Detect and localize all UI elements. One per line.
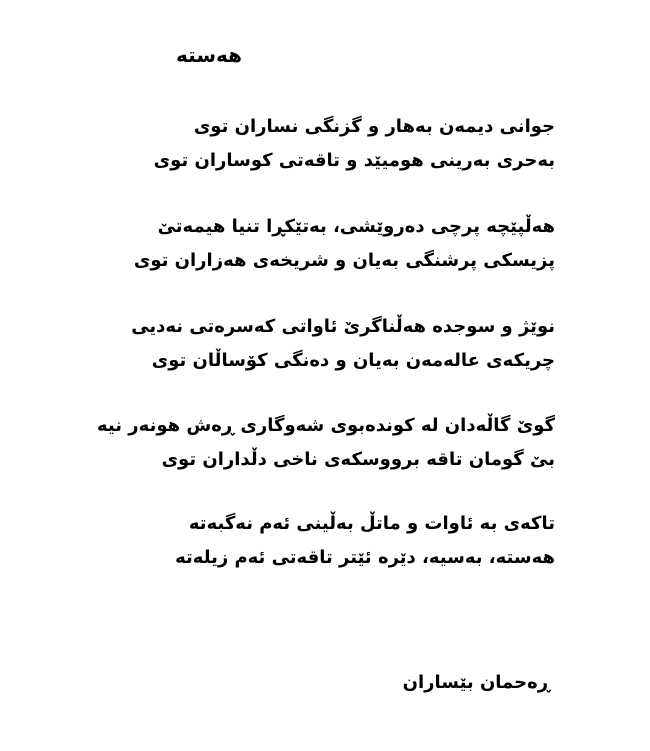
stanza-1-line-2: بەحری بەرینی هومیێد و تاقەتی کوساران توی — [153, 150, 555, 171]
poem-author: ڕەحمان بێساران — [402, 672, 550, 693]
stanza-4-line-2: بێ گومان تاقە برووسکەی ناخی دڵداران توی — [161, 449, 555, 470]
stanza-2-line-2: پزیسکی پرشنگی بەیان و شریخەی هەزاران توی — [133, 250, 555, 271]
stanza-1-line-1: جوانی دیمەن بەهار و گزنگی نساران توی — [193, 116, 555, 137]
stanza-1 — [154, 110, 555, 178]
stanza-3 — [131, 310, 555, 378]
stanza-5-line-1: تاکەی بە ئاوات و ماتڵ بەڵینی ئەم نەگبەتە — [188, 513, 555, 534]
stanza-3-line-2: چریکەی عالەمەن بەیان و دەنگی کۆساڵان توی — [151, 350, 555, 371]
stanza-2 — [134, 210, 555, 278]
stanza-4 — [97, 409, 555, 477]
poem-title: هەستە — [176, 43, 242, 67]
stanza-5 — [175, 507, 555, 575]
stanza-3-line-1: نوێژ و سوجدە هەڵناگرێ ئاواتی کەسرەتی نەدیی — [131, 316, 555, 337]
stanza-4-line-1: گوێ گاڵەدان لە کوندەبوی شەوگاری ڕەش هونەر نیە — [97, 415, 555, 436]
stanza-5-line-2: هەستە، بەسیە، دێرە ئێتر تاقەتی ئەم زیلەتە — [175, 547, 555, 568]
stanza-2-line-1: هەڵپێچە پرچی دەروێشی، بەتێکڕا تنیا هیمەتێ — [157, 216, 555, 237]
